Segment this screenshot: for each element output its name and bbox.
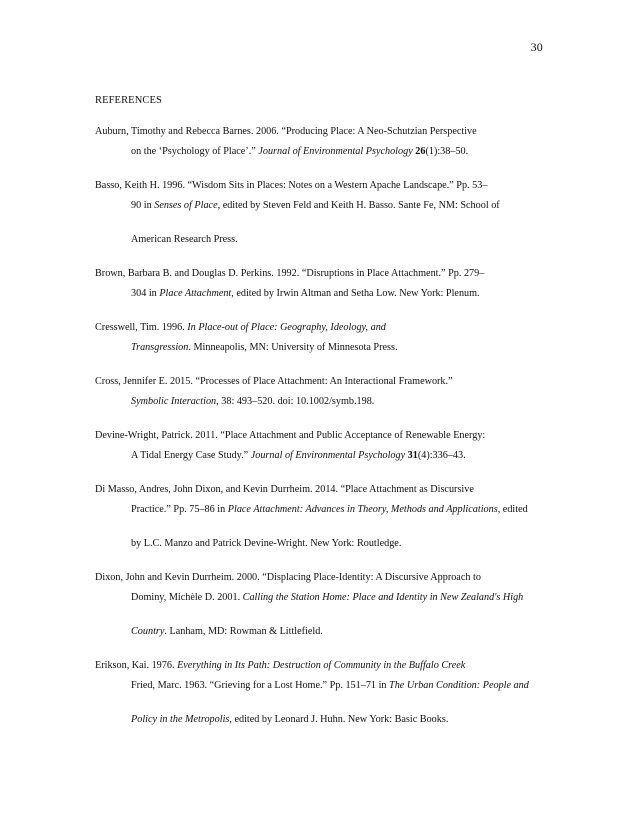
book-title: Transgression [131,342,189,353]
reference-line: 304 in Place Attachment, edited by Irwin Altman and Setha Low. New York: Plenum. [131,288,480,299]
book-title: Place Attachment: Advances in Theory, Methods and Applications [227,504,498,515]
journal-title: Journal of Environmental Psychology [258,146,413,157]
page-number: 30 [530,40,543,54]
reference-line: by L.C. Manzo and Patrick Devine-Wright. New York: Routledge. [131,538,402,549]
reference-line: Erikson, Kai. 1976. Everything in Its Path: Destruction of Community in the Buffalo Creek [95,660,466,671]
reference-entry [95,176,555,250]
book-title: The Urban Condition: People and [389,680,529,691]
reference-line: Fried, Marc. 1963. “Grieving for a Lost Home.” Pp. 151–71 in The Urban Condition: People and [131,680,529,691]
reference-line: 90 in Senses of Place, edited by Steven Feld and Keith H. Basso. Sante Fe, NM: School of [131,200,500,211]
reference-line: Dominy, Michèle D. 2001. Calling the Station Home: Place and Identity in New Zealand's High [131,592,524,603]
reference-entry [95,122,555,162]
reference-line: A Tidal Energy Case Study.” Journal of Environmental Psychology 31(4):336–43. [131,450,466,461]
reference-entry [95,372,555,412]
book-title: In Place-out of Place: Geography, Ideology, and [187,322,386,333]
references-list [95,122,555,744]
book-title: Policy in the Metropolis [131,714,230,725]
reference-line: Policy in the Metropolis, edited by Leonard J. Huhn. New York: Basic Books. [131,714,449,725]
reference-line: Cross, Jennifer E. 2015. “Processes of Place Attachment: An Interactional Framework.” [95,376,453,387]
reference-entry [95,656,555,730]
reference-line: Basso, Keith H. 1996. “Wisdom Sits in Places: Notes on a Western Apache Landscape.” Pp. 53– [95,180,488,191]
reference-line: on the ‘Psychology of Place’.” Journal of Environmental Psychology 26(1):38–50. [131,146,469,157]
reference-line: Practice.” Pp. 75–86 in Place Attachment: Advances in Theory, Methods and Applications, edited [131,504,528,515]
reference-entry [95,568,555,642]
reference-line: Brown, Barbara B. and Douglas D. Perkins. 1992. “Disruptions in Place Attachment.” Pp. 279– [95,268,485,279]
reference-entry [95,318,555,358]
reference-entry [95,480,555,554]
reference-line: Devine-Wright, Patrick. 2011. “Place Attachment and Public Acceptance of Renewable Energy: [95,430,486,441]
reference-entry [95,264,555,304]
book-title: Senses of Place [154,200,218,211]
volume-number: 31 [405,450,418,461]
reference-line: Symbolic Interaction, 38: 493–520. doi: 10.1002/symb.198. [131,396,375,407]
journal-title: Journal of Environmental Psychology [250,450,406,461]
book-title: Country [131,626,165,637]
volume-number: 26 [415,146,426,157]
reference-line: Di Masso, Andres, John Dixon, and Kevin Durrheim. 2014. “Place Attachment as Discursive [95,484,474,495]
reference-line: Country. Lanham, MD: Rowman & Littlefield. [131,626,323,637]
book-title: Everything in Its Path: Destruction of Community in the Buffalo Creek [177,660,466,671]
reference-entry [95,426,555,466]
reference-line: American Research Press. [131,234,238,245]
book-title: Calling the Station Home: Place and Identity in New Zealand's High [242,592,524,603]
references-heading: REFERENCES [95,95,162,106]
reference-line: Dixon, John and Kevin Durrheim. 2000. “Displacing Place-Identity: A Discursive Approach to [95,572,481,583]
journal-title: Symbolic Interaction [131,396,217,407]
reference-line: Transgression. Minneapolis, MN: University of Minnesota Press. [131,342,398,353]
reference-line: Cresswell, Tim. 1996. In Place-out of Place: Geography, Ideology, and [95,322,386,333]
book-title: Place Attachment [159,288,232,299]
reference-line: Auburn, Timothy and Rebecca Barnes. 2006. “Producing Place: A Neo-Schutzian Perspective [95,126,477,137]
